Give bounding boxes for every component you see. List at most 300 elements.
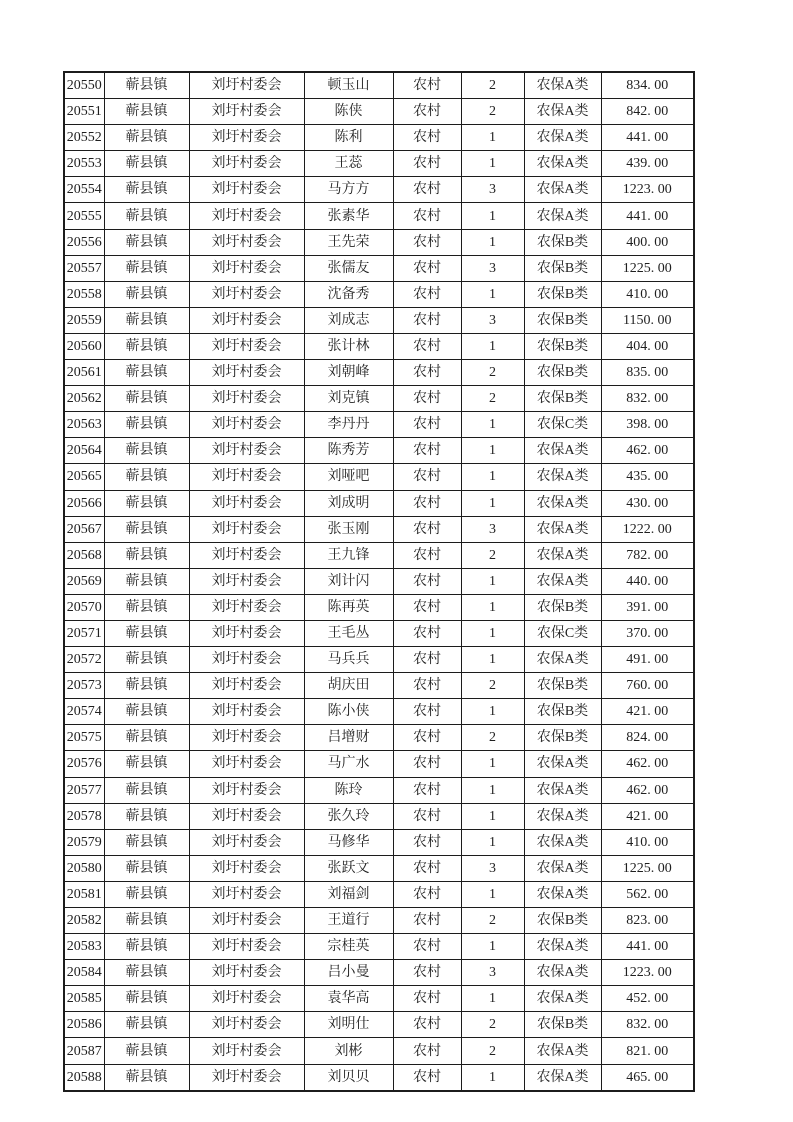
cell-name: 陈小侠 [304, 699, 393, 725]
cell-residence: 农村 [393, 881, 461, 907]
cell-town: 蕲县镇 [104, 281, 189, 307]
cell-residence: 农村 [393, 647, 461, 673]
cell-name: 刘福剑 [304, 881, 393, 907]
cell-village: 刘圩村委会 [189, 203, 304, 229]
cell-amount: 1225. 00 [601, 255, 694, 281]
table-row [64, 386, 694, 412]
cell-village: 刘圩村委会 [189, 281, 304, 307]
cell-name: 张久玲 [304, 803, 393, 829]
cell-persons: 1 [461, 333, 524, 359]
cell-town: 蕲县镇 [104, 177, 189, 203]
table-row [64, 490, 694, 516]
cell-category: 农保B类 [524, 333, 601, 359]
cell-amount: 821. 00 [601, 1038, 694, 1064]
cell-village: 刘圩村委会 [189, 620, 304, 646]
cell-category: 农保A类 [524, 751, 601, 777]
cell-persons: 1 [461, 829, 524, 855]
cell-name: 顿玉山 [304, 72, 393, 99]
cell-category: 农保A类 [524, 803, 601, 829]
cell-residence: 农村 [393, 1038, 461, 1064]
cell-amount: 370. 00 [601, 620, 694, 646]
cell-village: 刘圩村委会 [189, 568, 304, 594]
cell-town: 蕲县镇 [104, 255, 189, 281]
cell-residence: 农村 [393, 751, 461, 777]
cell-village: 刘圩村委会 [189, 72, 304, 99]
cell-residence: 农村 [393, 490, 461, 516]
table-row [64, 333, 694, 359]
cell-name: 陈利 [304, 125, 393, 151]
cell-name: 马广水 [304, 751, 393, 777]
cell-id: 20570 [64, 594, 104, 620]
cell-category: 农保A类 [524, 464, 601, 490]
cell-persons: 2 [461, 99, 524, 125]
cell-id: 20580 [64, 855, 104, 881]
cell-id: 20563 [64, 412, 104, 438]
cell-residence: 农村 [393, 542, 461, 568]
cell-category: 农保B类 [524, 725, 601, 751]
cell-id: 20567 [64, 516, 104, 542]
cell-persons: 1 [461, 464, 524, 490]
cell-name: 王蕊 [304, 151, 393, 177]
table-row [64, 908, 694, 934]
cell-persons: 3 [461, 255, 524, 281]
cell-town: 蕲县镇 [104, 99, 189, 125]
cell-amount: 430. 00 [601, 490, 694, 516]
cell-id: 20565 [64, 464, 104, 490]
cell-village: 刘圩村委会 [189, 333, 304, 359]
cell-village: 刘圩村委会 [189, 647, 304, 673]
table-row [64, 673, 694, 699]
cell-category: 农保A类 [524, 72, 601, 99]
cell-amount: 410. 00 [601, 829, 694, 855]
cell-persons: 1 [461, 438, 524, 464]
table-row [64, 1012, 694, 1038]
benefits-table [63, 71, 695, 1092]
cell-town: 蕲县镇 [104, 125, 189, 151]
cell-category: 农保A类 [524, 125, 601, 151]
cell-village: 刘圩村委会 [189, 99, 304, 125]
cell-amount: 491. 00 [601, 647, 694, 673]
cell-amount: 439. 00 [601, 151, 694, 177]
cell-amount: 1150. 00 [601, 307, 694, 333]
table-row [64, 934, 694, 960]
cell-persons: 1 [461, 568, 524, 594]
cell-amount: 441. 00 [601, 125, 694, 151]
cell-category: 农保C类 [524, 620, 601, 646]
cell-village: 刘圩村委会 [189, 673, 304, 699]
cell-id: 20552 [64, 125, 104, 151]
cell-id: 20561 [64, 360, 104, 386]
cell-name: 李丹丹 [304, 412, 393, 438]
cell-name: 张计林 [304, 333, 393, 359]
cell-id: 20579 [64, 829, 104, 855]
cell-residence: 农村 [393, 908, 461, 934]
cell-amount: 462. 00 [601, 751, 694, 777]
cell-category: 农保B类 [524, 281, 601, 307]
cell-residence: 农村 [393, 1012, 461, 1038]
cell-amount: 842. 00 [601, 99, 694, 125]
table-row [64, 307, 694, 333]
cell-name: 刘朝峰 [304, 360, 393, 386]
cell-category: 农保A类 [524, 151, 601, 177]
cell-amount: 1222. 00 [601, 516, 694, 542]
cell-id: 20559 [64, 307, 104, 333]
cell-name: 王毛丛 [304, 620, 393, 646]
cell-persons: 2 [461, 72, 524, 99]
cell-town: 蕲县镇 [104, 542, 189, 568]
cell-category: 农保B类 [524, 229, 601, 255]
cell-persons: 2 [461, 360, 524, 386]
cell-name: 刘哑吧 [304, 464, 393, 490]
cell-id: 20572 [64, 647, 104, 673]
cell-persons: 2 [461, 1012, 524, 1038]
cell-name: 吕增财 [304, 725, 393, 751]
cell-residence: 农村 [393, 99, 461, 125]
cell-town: 蕲县镇 [104, 699, 189, 725]
cell-amount: 1223. 00 [601, 960, 694, 986]
cell-id: 20562 [64, 386, 104, 412]
cell-residence: 农村 [393, 777, 461, 803]
cell-name: 沈备秀 [304, 281, 393, 307]
cell-name: 陈侠 [304, 99, 393, 125]
table-row [64, 594, 694, 620]
cell-town: 蕲县镇 [104, 725, 189, 751]
cell-persons: 1 [461, 934, 524, 960]
cell-name: 陈玲 [304, 777, 393, 803]
cell-village: 刘圩村委会 [189, 960, 304, 986]
cell-village: 刘圩村委会 [189, 725, 304, 751]
cell-amount: 832. 00 [601, 1012, 694, 1038]
cell-village: 刘圩村委会 [189, 986, 304, 1012]
cell-residence: 农村 [393, 333, 461, 359]
cell-village: 刘圩村委会 [189, 908, 304, 934]
cell-id: 20585 [64, 986, 104, 1012]
table-row [64, 255, 694, 281]
cell-name: 王先荣 [304, 229, 393, 255]
cell-name: 马修华 [304, 829, 393, 855]
cell-persons: 1 [461, 647, 524, 673]
cell-category: 农保A类 [524, 203, 601, 229]
cell-category: 农保A类 [524, 934, 601, 960]
cell-amount: 834. 00 [601, 72, 694, 99]
cell-amount: 421. 00 [601, 803, 694, 829]
cell-town: 蕲县镇 [104, 647, 189, 673]
cell-id: 20576 [64, 751, 104, 777]
cell-residence: 农村 [393, 360, 461, 386]
cell-town: 蕲县镇 [104, 1038, 189, 1064]
cell-village: 刘圩村委会 [189, 360, 304, 386]
cell-amount: 1225. 00 [601, 855, 694, 881]
table-row [64, 99, 694, 125]
cell-town: 蕲县镇 [104, 934, 189, 960]
cell-town: 蕲县镇 [104, 72, 189, 99]
cell-category: 农保A类 [524, 568, 601, 594]
cell-village: 刘圩村委会 [189, 934, 304, 960]
cell-id: 20582 [64, 908, 104, 934]
cell-persons: 3 [461, 516, 524, 542]
cell-amount: 832. 00 [601, 386, 694, 412]
cell-amount: 462. 00 [601, 438, 694, 464]
cell-residence: 农村 [393, 934, 461, 960]
table-row [64, 412, 694, 438]
cell-category: 农保B类 [524, 699, 601, 725]
cell-name: 刘成志 [304, 307, 393, 333]
table-row [64, 881, 694, 907]
cell-persons: 1 [461, 803, 524, 829]
cell-village: 刘圩村委会 [189, 125, 304, 151]
cell-id: 20574 [64, 699, 104, 725]
cell-category: 农保A类 [524, 647, 601, 673]
cell-residence: 农村 [393, 855, 461, 881]
cell-residence: 农村 [393, 829, 461, 855]
cell-persons: 1 [461, 203, 524, 229]
cell-town: 蕲县镇 [104, 516, 189, 542]
cell-town: 蕲县镇 [104, 908, 189, 934]
cell-id: 20551 [64, 99, 104, 125]
table-row [64, 647, 694, 673]
cell-amount: 441. 00 [601, 934, 694, 960]
cell-residence: 农村 [393, 72, 461, 99]
cell-residence: 农村 [393, 803, 461, 829]
cell-village: 刘圩村委会 [189, 855, 304, 881]
cell-amount: 782. 00 [601, 542, 694, 568]
table-row [64, 203, 694, 229]
cell-town: 蕲县镇 [104, 960, 189, 986]
cell-name: 刘成明 [304, 490, 393, 516]
cell-category: 农保A类 [524, 516, 601, 542]
cell-category: 农保B类 [524, 673, 601, 699]
table-row [64, 829, 694, 855]
cell-residence: 农村 [393, 986, 461, 1012]
cell-id: 20558 [64, 281, 104, 307]
cell-village: 刘圩村委会 [189, 438, 304, 464]
cell-amount: 462. 00 [601, 777, 694, 803]
cell-town: 蕲县镇 [104, 620, 189, 646]
cell-name: 刘彬 [304, 1038, 393, 1064]
cell-persons: 3 [461, 855, 524, 881]
cell-town: 蕲县镇 [104, 1012, 189, 1038]
cell-name: 袁华高 [304, 986, 393, 1012]
cell-id: 20564 [64, 438, 104, 464]
cell-name: 刘贝贝 [304, 1064, 393, 1091]
cell-residence: 农村 [393, 620, 461, 646]
cell-category: 农保B类 [524, 594, 601, 620]
cell-village: 刘圩村委会 [189, 386, 304, 412]
cell-amount: 1223. 00 [601, 177, 694, 203]
cell-amount: 824. 00 [601, 725, 694, 751]
cell-village: 刘圩村委会 [189, 412, 304, 438]
cell-persons: 1 [461, 490, 524, 516]
cell-id: 20575 [64, 725, 104, 751]
cell-village: 刘圩村委会 [189, 516, 304, 542]
cell-id: 20578 [64, 803, 104, 829]
cell-village: 刘圩村委会 [189, 829, 304, 855]
cell-amount: 760. 00 [601, 673, 694, 699]
cell-town: 蕲县镇 [104, 751, 189, 777]
cell-persons: 2 [461, 908, 524, 934]
cell-persons: 1 [461, 881, 524, 907]
cell-town: 蕲县镇 [104, 673, 189, 699]
cell-town: 蕲县镇 [104, 986, 189, 1012]
cell-residence: 农村 [393, 464, 461, 490]
cell-id: 20573 [64, 673, 104, 699]
cell-amount: 441. 00 [601, 203, 694, 229]
table-row [64, 438, 694, 464]
cell-residence: 农村 [393, 594, 461, 620]
cell-village: 刘圩村委会 [189, 151, 304, 177]
cell-category: 农保A类 [524, 177, 601, 203]
cell-residence: 农村 [393, 412, 461, 438]
cell-category: 农保B类 [524, 386, 601, 412]
cell-persons: 1 [461, 594, 524, 620]
table-row [64, 177, 694, 203]
table-row [64, 229, 694, 255]
cell-category: 农保A类 [524, 960, 601, 986]
cell-town: 蕲县镇 [104, 803, 189, 829]
cell-amount: 440. 00 [601, 568, 694, 594]
cell-town: 蕲县镇 [104, 333, 189, 359]
table-row [64, 751, 694, 777]
cell-name: 胡庆田 [304, 673, 393, 699]
cell-residence: 农村 [393, 699, 461, 725]
cell-name: 吕小曼 [304, 960, 393, 986]
cell-name: 刘克镇 [304, 386, 393, 412]
cell-persons: 2 [461, 673, 524, 699]
cell-town: 蕲县镇 [104, 490, 189, 516]
cell-residence: 农村 [393, 516, 461, 542]
cell-id: 20587 [64, 1038, 104, 1064]
cell-id: 20571 [64, 620, 104, 646]
cell-amount: 400. 00 [601, 229, 694, 255]
cell-category: 农保A类 [524, 542, 601, 568]
cell-residence: 农村 [393, 438, 461, 464]
cell-town: 蕲县镇 [104, 829, 189, 855]
cell-category: 农保A类 [524, 1064, 601, 1091]
cell-persons: 1 [461, 125, 524, 151]
cell-persons: 1 [461, 281, 524, 307]
table-row [64, 1064, 694, 1091]
cell-village: 刘圩村委会 [189, 881, 304, 907]
cell-village: 刘圩村委会 [189, 803, 304, 829]
table-row [64, 855, 694, 881]
cell-town: 蕲县镇 [104, 151, 189, 177]
cell-town: 蕲县镇 [104, 855, 189, 881]
cell-category: 农保B类 [524, 255, 601, 281]
cell-id: 20555 [64, 203, 104, 229]
cell-name: 张素华 [304, 203, 393, 229]
cell-name: 王九锋 [304, 542, 393, 568]
cell-name: 陈再英 [304, 594, 393, 620]
table-row [64, 620, 694, 646]
cell-persons: 1 [461, 1064, 524, 1091]
cell-category: 农保A类 [524, 881, 601, 907]
cell-residence: 农村 [393, 203, 461, 229]
cell-category: 农保A类 [524, 490, 601, 516]
cell-name: 刘计闪 [304, 568, 393, 594]
cell-village: 刘圩村委会 [189, 699, 304, 725]
cell-town: 蕲县镇 [104, 438, 189, 464]
cell-village: 刘圩村委会 [189, 777, 304, 803]
cell-name: 王道行 [304, 908, 393, 934]
cell-amount: 823. 00 [601, 908, 694, 934]
cell-town: 蕲县镇 [104, 412, 189, 438]
cell-village: 刘圩村委会 [189, 1012, 304, 1038]
cell-town: 蕲县镇 [104, 568, 189, 594]
cell-id: 20581 [64, 881, 104, 907]
table-row [64, 1038, 694, 1064]
cell-category: 农保A类 [524, 438, 601, 464]
cell-persons: 2 [461, 725, 524, 751]
cell-name: 陈秀芳 [304, 438, 393, 464]
cell-town: 蕲县镇 [104, 360, 189, 386]
cell-name: 张儒友 [304, 255, 393, 281]
cell-residence: 农村 [393, 568, 461, 594]
cell-village: 刘圩村委会 [189, 229, 304, 255]
table-row [64, 986, 694, 1012]
cell-amount: 562. 00 [601, 881, 694, 907]
table-row [64, 125, 694, 151]
cell-persons: 3 [461, 307, 524, 333]
cell-amount: 421. 00 [601, 699, 694, 725]
cell-residence: 农村 [393, 177, 461, 203]
cell-name: 刘明仕 [304, 1012, 393, 1038]
cell-amount: 835. 00 [601, 360, 694, 386]
cell-category: 农保C类 [524, 412, 601, 438]
cell-residence: 农村 [393, 725, 461, 751]
cell-village: 刘圩村委会 [189, 255, 304, 281]
cell-id: 20553 [64, 151, 104, 177]
cell-id: 20556 [64, 229, 104, 255]
cell-category: 农保A类 [524, 855, 601, 881]
cell-village: 刘圩村委会 [189, 594, 304, 620]
cell-town: 蕲县镇 [104, 594, 189, 620]
cell-persons: 1 [461, 151, 524, 177]
table-row [64, 803, 694, 829]
cell-residence: 农村 [393, 125, 461, 151]
cell-name: 宗桂英 [304, 934, 393, 960]
cell-town: 蕲县镇 [104, 386, 189, 412]
cell-persons: 3 [461, 960, 524, 986]
cell-town: 蕲县镇 [104, 464, 189, 490]
cell-village: 刘圩村委会 [189, 464, 304, 490]
cell-name: 张跃文 [304, 855, 393, 881]
cell-village: 刘圩村委会 [189, 307, 304, 333]
cell-id: 20577 [64, 777, 104, 803]
cell-id: 20554 [64, 177, 104, 203]
cell-residence: 农村 [393, 307, 461, 333]
cell-persons: 1 [461, 412, 524, 438]
cell-persons: 1 [461, 777, 524, 803]
cell-residence: 农村 [393, 281, 461, 307]
cell-persons: 1 [461, 986, 524, 1012]
cell-category: 农保A类 [524, 99, 601, 125]
table-row [64, 777, 694, 803]
cell-id: 20583 [64, 934, 104, 960]
cell-village: 刘圩村委会 [189, 490, 304, 516]
table-row [64, 360, 694, 386]
cell-category: 农保B类 [524, 1012, 601, 1038]
table-row [64, 725, 694, 751]
cell-persons: 2 [461, 542, 524, 568]
cell-category: 农保A类 [524, 1038, 601, 1064]
table-row [64, 699, 694, 725]
cell-category: 农保A类 [524, 986, 601, 1012]
cell-amount: 435. 00 [601, 464, 694, 490]
cell-name: 马兵兵 [304, 647, 393, 673]
cell-town: 蕲县镇 [104, 881, 189, 907]
table-row [64, 542, 694, 568]
cell-residence: 农村 [393, 673, 461, 699]
